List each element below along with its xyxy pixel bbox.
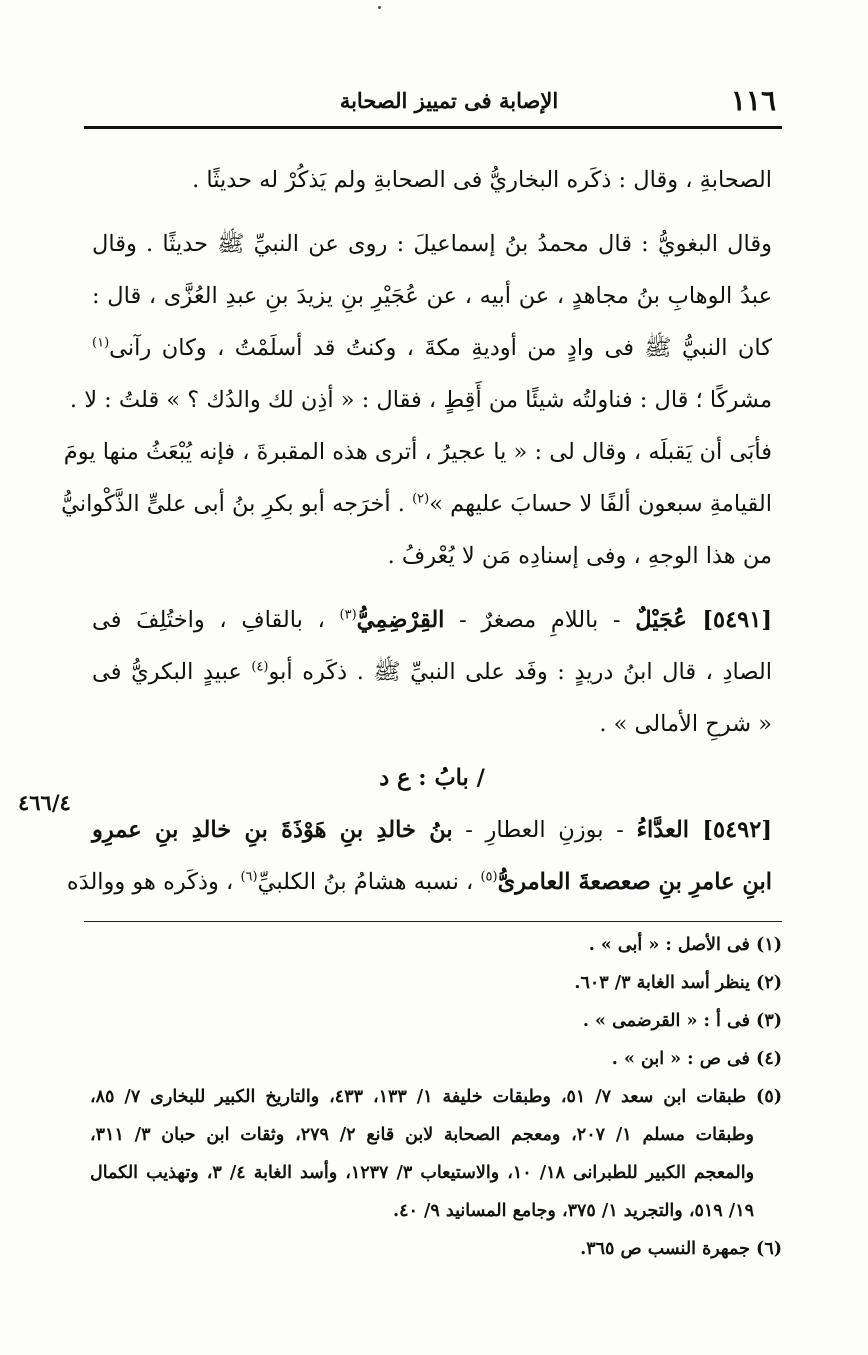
text-line	[92, 646, 772, 698]
text-line	[92, 594, 772, 646]
text-span: - بوزنِ العطارِ -	[452, 817, 637, 843]
text-line: فأبَى أن يَقبلَه ، وقال لى : « يا عجيرُ ، أترى هذه المقبرةَ ، فإنه يُبْعَثُ منها يومَ	[63, 439, 772, 465]
text-line: الصحابةِ ، وقال : ذكَره البخاريُّ فى الصحابةِ ولم يَذكُرْ له حديثًا .	[192, 167, 772, 193]
footnote-continuation: والمعجم الكبير للطبرانى ١٨/ ١٠، والاستيعاب ٣/ ١٢٣٧، وأسد الغابة ٤/ ٣، وتهذيب الكمال	[90, 1163, 755, 1183]
scan-speck	[378, 6, 381, 9]
book-title: الإصابة فى تمييز الصحابة	[339, 88, 559, 113]
chapter-heading: / بابُ : ع د	[379, 765, 485, 791]
text-line	[61, 478, 772, 530]
text-span: ، وذكَره هو ووالدَه	[66, 869, 241, 895]
main-text-block-2	[61, 218, 772, 582]
page-number: ١١٦	[730, 84, 776, 117]
footnote-ref: (٦)	[240, 869, 258, 885]
footnotes	[90, 926, 782, 1268]
entry-heading: [٥٤٩٢] العدَّاءُ	[636, 817, 772, 843]
text-span: القيامةِ سبعون ألفًا لا حسابَ عليهم »	[429, 491, 772, 517]
text-line: « شرحِ الأمالى » .	[599, 711, 772, 737]
text-line: وقال البغويُّ : قال محمدُ بنُ إسماعيلَ : روى عن النبيِّ ﷺ حديثًا . وقال	[92, 231, 772, 257]
entry-heading: [٥٤٩١] عُجَيْلٌ	[635, 607, 772, 633]
text-line	[92, 322, 772, 374]
footnote-continuation: وطبقات مسلم ١/ ٢٠٧، ومعجم الصحابة لابن قانع ٢/ ٢٧٩، وثقات ابن حبان ٣/ ٣١١،	[90, 1125, 755, 1145]
entry-lineage: بنُ خالدِ بنِ هَوْذَةَ بنِ خالدِ بنِ عمرِو	[92, 817, 453, 843]
text-line: من هذا الوجهِ ، وفى إسنادِه مَن لا يُعْرفُ .	[387, 543, 772, 569]
text-line: مشركًا ؛ قال : فناولتُه شيئًا من أَقِطٍ ، فقال : « أذِن لك والدُك ؟ » قلتُ : لا .	[69, 387, 772, 413]
main-text-block-1	[92, 154, 772, 206]
footnote-ref: (١)	[92, 335, 110, 351]
footnote: (٦) جمهرة النسب ص ٣٦٥.	[580, 1239, 782, 1259]
header-rule	[84, 126, 782, 129]
chapter-heading-block	[92, 752, 772, 804]
running-header	[84, 78, 776, 118]
footnote-rule	[84, 921, 782, 922]
footnote: (٤) فى ص : « ابن » .	[611, 1049, 782, 1069]
text-line: عبدُ الوهابِ بنُ مجاهدٍ ، عن أبيه ، عن عُجَيْرِ بنِ يزيدَ بنِ عبدِ العُزَّى ، قال :	[92, 283, 772, 309]
footnote-ref: (٣)	[339, 607, 357, 623]
text-line	[66, 856, 772, 908]
text-span: - باللامِ مصغرٌ -	[444, 607, 636, 633]
text-span: ، نسبه هشامُ بنُ الكلبيِّ	[257, 869, 481, 895]
entry-5492	[66, 804, 772, 908]
text-span: ، بالقافِ ، واختُلِفَ فى	[92, 607, 340, 633]
entry-5491	[92, 594, 772, 750]
text-line	[92, 804, 772, 856]
text-span: عبيدٍ البكريُّ فى	[92, 659, 252, 685]
text-span: كان النبيُّ ﷺ فى وادٍ من أوديةِ مكةَ ، وكنتُ قد أسلَمْتُ ، وكان رآنى	[109, 335, 772, 361]
footnote: (٢) ينظر أسد الغابة ٣/ ٦٠٣.	[574, 973, 782, 993]
entry-nisba: القِرْضِمِيُّ	[356, 607, 445, 633]
text-span: الصادِ ، قال ابنُ دريدٍ : وفَد على النبيِّ ﷺ . ذكَره أبو	[268, 659, 772, 685]
footnote-ref: (٢)	[412, 491, 430, 507]
footnote-ref: (٤)	[251, 659, 269, 675]
footnote-ref: (٥)	[480, 869, 498, 885]
footnote-continuation: ١٩/ ٥١٩، والتجريد ١/ ٣٧٥، وجامع المسانيد ٩/ ٤٠.	[393, 1201, 754, 1221]
text-span: . أخرَجه أبو بكرِ بنُ أبى علىٍّ الذَّكْوانيُّ	[61, 491, 413, 517]
footnote: (١) فى الأصل : « أبى » .	[588, 935, 782, 955]
entry-lineage: ابنِ عامرِ بنِ صعصعةَ العامرىُّ	[497, 869, 772, 895]
footnote: (٣) فى أ : « القرضمى » .	[582, 1011, 782, 1031]
margin-reference: ٤٦٦/٤	[18, 790, 71, 815]
footnote: (٥) طبقات ابن سعد ٧/ ٥١، وطبقات خليفة ١/ ١٣٣، ٤٣٣، والتاريخ الكبير للبخارى ٧/ ٨٥،	[90, 1087, 783, 1107]
